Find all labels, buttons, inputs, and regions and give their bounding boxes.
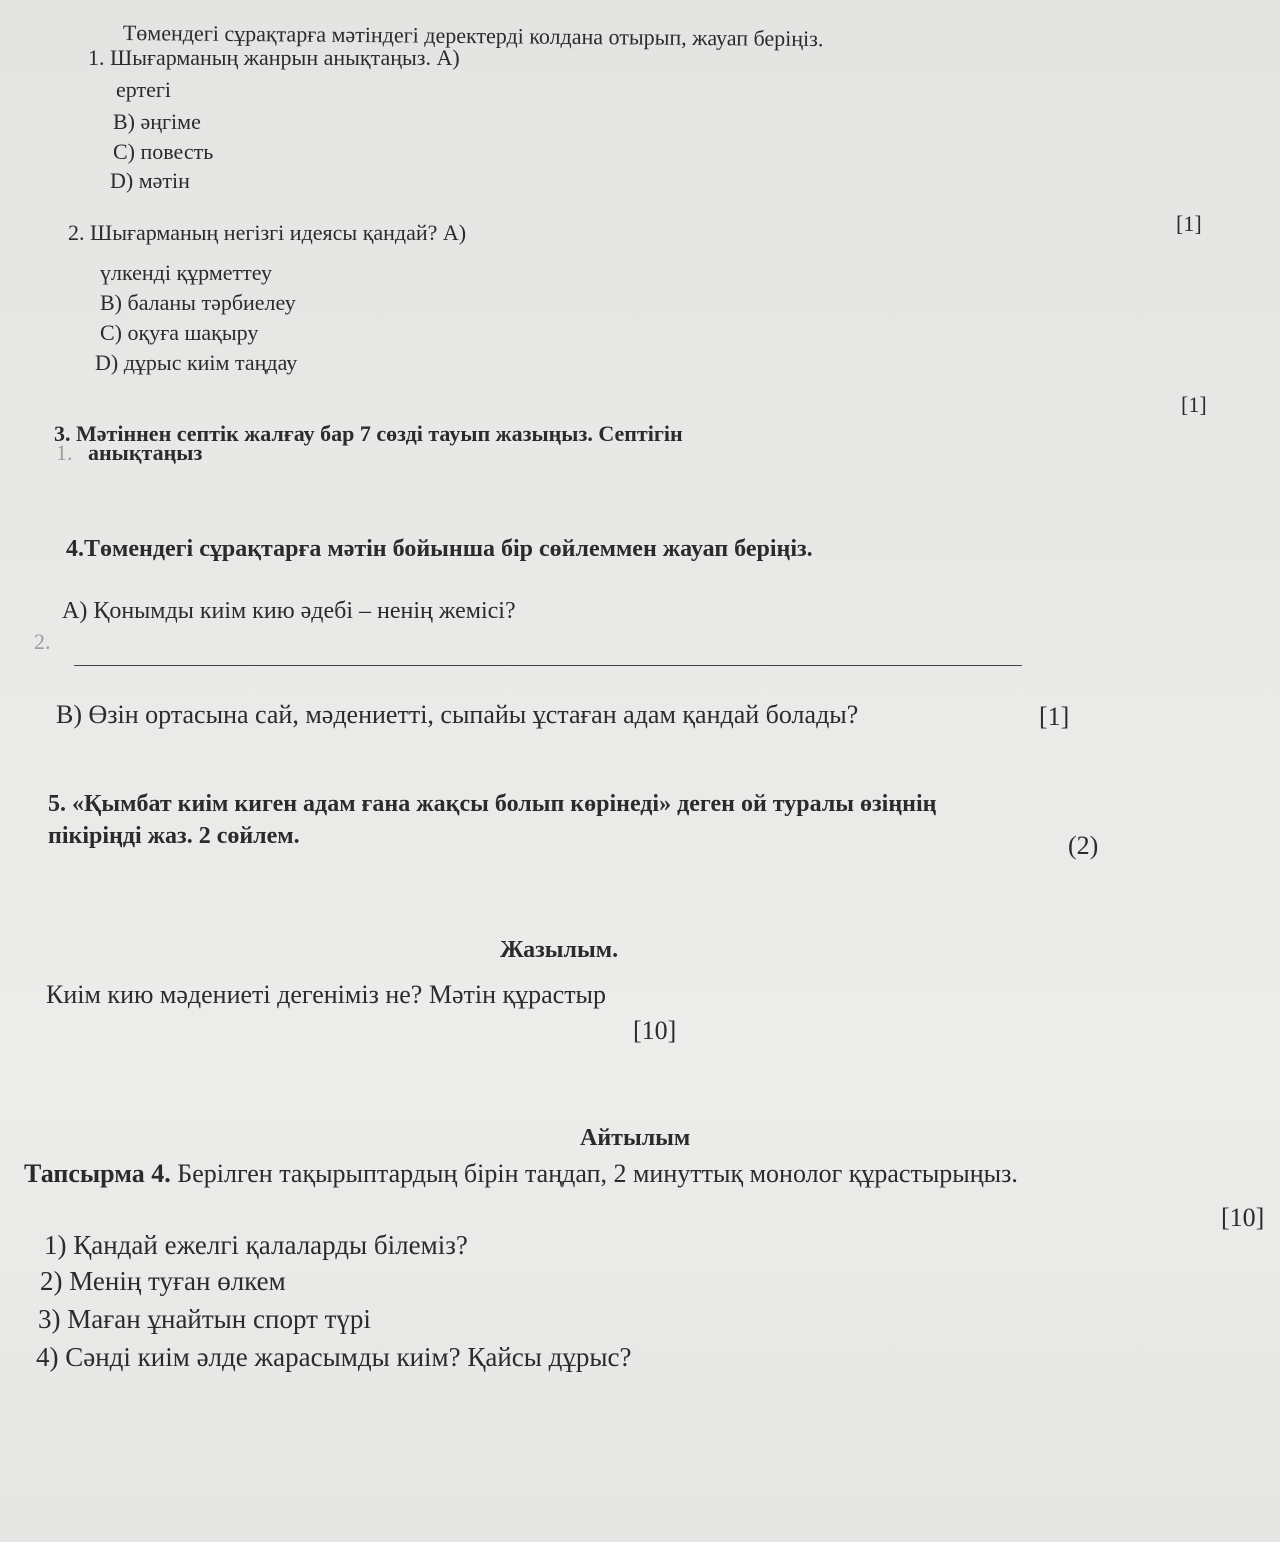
question-2-score: [1] — [1181, 392, 1207, 417]
question-4-part-b: В) Өзін ортасына сай, мәдениетті, сыпайы ұстаған адам қандай болады? — [56, 700, 859, 729]
question-4-part-a: А) Қонымды киім кию әдебі – ненің жемісі? — [62, 598, 516, 624]
question-3-line-2: анықтаңыз — [88, 440, 203, 465]
speaking-heading: Айтылым — [580, 1125, 691, 1151]
question-4-margin-mark: 2. — [34, 629, 51, 654]
question-1-option-d: D) мәтін — [110, 168, 190, 193]
question-2-option-c: C) оқуға шақыру — [100, 320, 259, 345]
speaking-topic-3: 3) Маған ұнайтын спорт түрі — [38, 1304, 371, 1334]
speaking-task-label: Тапсырма 4. — [24, 1159, 171, 1188]
question-5-line-1: 5. «Қымбат киім киген адам ғана жақсы болып көрінеді» деген ой туралы өзіңнің — [48, 791, 937, 817]
question-1-option-c: C) повесть — [113, 139, 214, 164]
writing-task: Киім кию мәдениеті дегеніміз не? Мәтін құрастыр — [46, 980, 607, 1009]
question-3-line-1: 3. Мәтіннен септік жалғау бар 7 сөзді тауып жазыңыз. Септігін — [54, 421, 683, 446]
instructions: Төмендегі сұрақтарға мәтіндегі деректерді колдана отырып, жауап беріңіз. — [122, 20, 824, 52]
answer-line — [74, 665, 1022, 666]
question-1-option-b: B) әңгіме — [113, 109, 201, 134]
question-4-score: [1] — [1039, 702, 1070, 731]
question-5-score: (2) — [1068, 831, 1099, 860]
question-2-option-b: B) баланы тәрбиелеу — [100, 290, 296, 315]
question-2-title: 2. Шығарманың негізгі идеясы қандай? А) — [68, 220, 467, 245]
writing-score: [10] — [633, 1016, 677, 1045]
speaking-topic-4: 4) Сәнді киім әлде жарасымды киім? Қайсы дұрыс? — [36, 1342, 632, 1372]
speaking-task-text: Берілген тақырыптардың бірін таңдап, 2 минуттық монолог құрастырыңыз. — [170, 1159, 1018, 1188]
question-3-margin-mark: 1. — [56, 440, 73, 465]
speaking-topic-1: 1) Қандай ежелгі қалаларды білеміз? — [44, 1230, 468, 1260]
question-1-title: 1. Шығарманың жанрын анықтаңыз. А) — [88, 45, 460, 70]
question-1-score: [1] — [1176, 211, 1202, 236]
speaking-task — [24, 1161, 1018, 1187]
question-2-option-a: үлкенді құрметтеу — [100, 260, 272, 285]
question-5-line-2: пікіріңді жаз. 2 сөйлем. — [48, 823, 300, 849]
speaking-topic-2: 2) Менің туған өлкем — [40, 1266, 286, 1296]
speaking-score: [10] — [1221, 1203, 1265, 1232]
question-2-option-d: D) дұрыс киім таңдау — [95, 350, 298, 375]
question-4-title: 4.Төмендегі сұрақтарға мәтін бойынша бір сөйлеммен жауап беріңіз. — [66, 536, 813, 562]
writing-heading: Жазылым. — [500, 937, 619, 963]
question-1-option-a: ертегі — [116, 77, 171, 102]
